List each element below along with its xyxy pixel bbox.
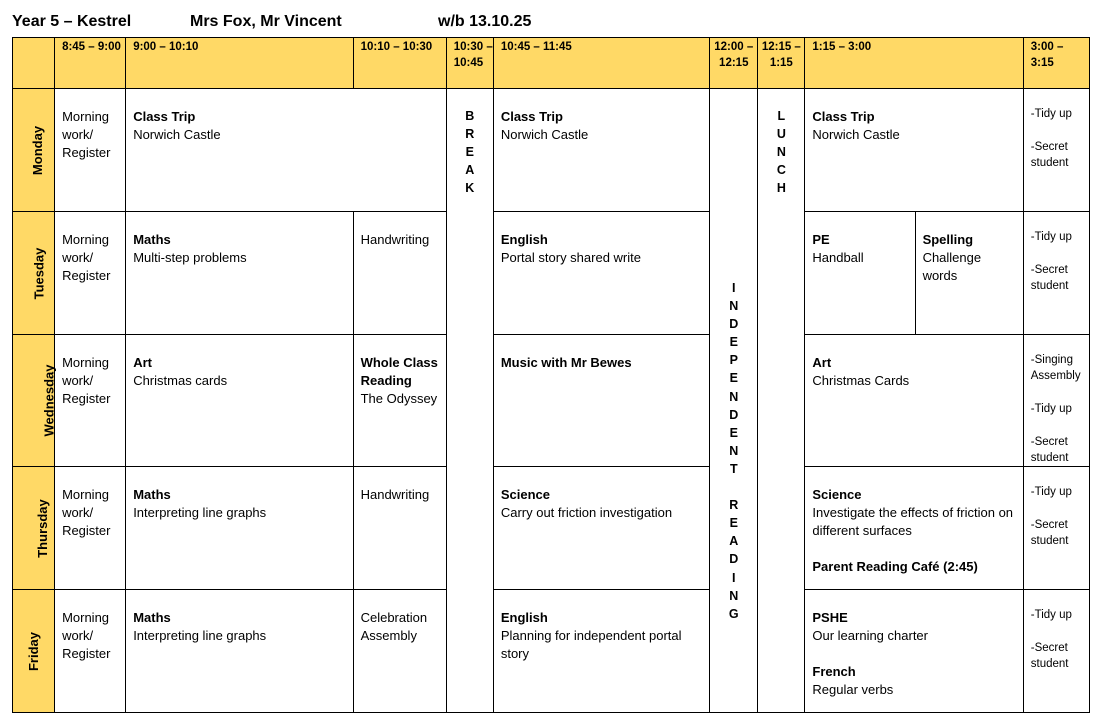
morning-cell: Morning work/ Register	[55, 89, 126, 212]
day-row-wednesday	[13, 335, 1090, 467]
day-row-tuesday	[13, 212, 1090, 335]
lesson-cell: English Planning for independent portal story	[493, 590, 709, 713]
lesson-cell: Science Carry out friction investigation	[493, 467, 709, 590]
lesson-cell: Celebration Assembly	[353, 590, 446, 713]
vertical-letter: C	[776, 163, 786, 178]
vertical-letter: N	[729, 389, 739, 404]
vertical-letter: K	[465, 181, 475, 196]
vertical-letter: U	[776, 127, 786, 142]
vertical-letter: E	[729, 516, 738, 531]
vertical-letter: R	[729, 498, 739, 513]
lunch-column	[758, 89, 805, 713]
day-label: Monday	[13, 89, 55, 212]
week-commencing: w/b 13.10.25	[438, 13, 532, 30]
independent-reading-column	[710, 89, 758, 713]
vertical-letter: I	[732, 570, 736, 585]
vertical-letter: D	[729, 407, 739, 422]
vertical-letter: T	[729, 461, 738, 476]
time-slot: 8:45 – 9:00	[55, 38, 126, 89]
time-slot: 10:45 – 11:45	[493, 38, 709, 89]
timetable	[12, 37, 1090, 713]
lesson-cell: Maths Interpreting line graphs	[126, 590, 353, 713]
day-label: Thursday	[13, 467, 55, 590]
lesson-cell: English Portal story shared write	[493, 212, 709, 335]
lesson-cell: PE Handball	[805, 212, 915, 335]
day-label: Tuesday	[13, 212, 55, 335]
vertical-letter: E	[465, 145, 474, 160]
vertical-letter: D	[729, 552, 739, 567]
time-slot: 12:15 – 1:15	[758, 38, 805, 89]
end-of-day-cell: -Tidy up -Secret student	[1023, 89, 1089, 212]
vertical-letter: E	[729, 425, 738, 440]
vertical-letter: L	[777, 109, 786, 123]
lesson-cell: Handwriting	[353, 212, 446, 335]
lesson-cell: Class Trip Norwich Castle	[126, 89, 447, 212]
morning-cell: Morning work/ Register	[55, 212, 126, 335]
end-of-day-cell: -Tidy up -Secret student	[1023, 212, 1089, 335]
time-slot: 9:00 – 10:10	[126, 38, 353, 89]
morning-cell: Morning work/ Register	[55, 335, 126, 467]
teachers: Mrs Fox, Mr Vincent	[190, 13, 342, 30]
vertical-letter: N	[729, 299, 739, 314]
vertical-letter: B	[465, 109, 475, 123]
vertical-letter: H	[776, 181, 786, 196]
time-slot: 10:10 – 10:30	[353, 38, 446, 89]
morning-cell: Morning work/ Register	[55, 467, 126, 590]
lesson-cell: Class Trip Norwich Castle	[493, 89, 709, 212]
lesson-cell: Whole Class Reading The Odyssey	[353, 335, 446, 467]
day-row-monday	[13, 89, 1090, 212]
time-header-row	[13, 38, 1090, 89]
vertical-letter: A	[729, 534, 739, 549]
lesson-cell: Music with Mr Bewes	[493, 335, 709, 467]
corner-cell	[13, 38, 55, 89]
day-row-thursday	[13, 467, 1090, 590]
time-slot: 10:30 – 10:45	[446, 38, 493, 89]
lesson-cell: Maths Multi-step problems	[126, 212, 353, 335]
morning-cell: Morning work/ Register	[55, 590, 126, 713]
lesson-cell: Science Investigate the effects of friction on different surfaces Parent Reading Café (2:45)	[805, 467, 1023, 590]
day-label: Friday	[13, 590, 55, 713]
lesson-cell: PSHE Our learning charter French Regular verbs	[805, 590, 1023, 713]
lesson-cell: Art Christmas cards	[126, 335, 353, 467]
end-of-day-cell: -Tidy up -Secret student	[1023, 590, 1089, 713]
time-slot: 1:15 – 3:00	[805, 38, 1023, 89]
vertical-letter: N	[729, 443, 739, 458]
end-of-day-cell: -Tidy up -Secret student	[1023, 467, 1089, 590]
end-of-day-cell: -Singing Assembly -Tidy up -Secret student	[1023, 335, 1089, 467]
vertical-letter: I	[732, 281, 736, 295]
vertical-letter: A	[465, 163, 475, 178]
lesson-cell: Class Trip Norwich Castle	[805, 89, 1023, 212]
vertical-letter: R	[465, 127, 475, 142]
break-label	[447, 89, 493, 197]
vertical-letter: P	[729, 353, 738, 368]
lesson-cell: Art Christmas Cards	[805, 335, 1023, 467]
lunch-label	[758, 89, 804, 197]
vertical-letter: N	[776, 145, 786, 160]
lesson-cell: Handwriting	[353, 467, 446, 590]
break-column	[446, 89, 493, 713]
vertical-letter: E	[729, 335, 738, 350]
class-name: Year 5 – Kestrel	[12, 13, 132, 30]
vertical-letter: D	[729, 317, 739, 332]
vertical-letter: N	[729, 588, 739, 603]
vertical-letter: G	[728, 606, 739, 621]
lesson-cell: Maths Interpreting line graphs	[126, 467, 353, 590]
vertical-letter: E	[729, 371, 738, 386]
time-slot: 3:00 – 3:15	[1023, 38, 1089, 89]
independent-reading-label	[710, 89, 757, 623]
lesson-cell: Spelling Challenge words	[915, 212, 1023, 335]
day-label: Wednesday	[13, 335, 55, 467]
time-slot: 12:00 – 12:15	[710, 38, 758, 89]
day-row-friday	[13, 590, 1090, 713]
